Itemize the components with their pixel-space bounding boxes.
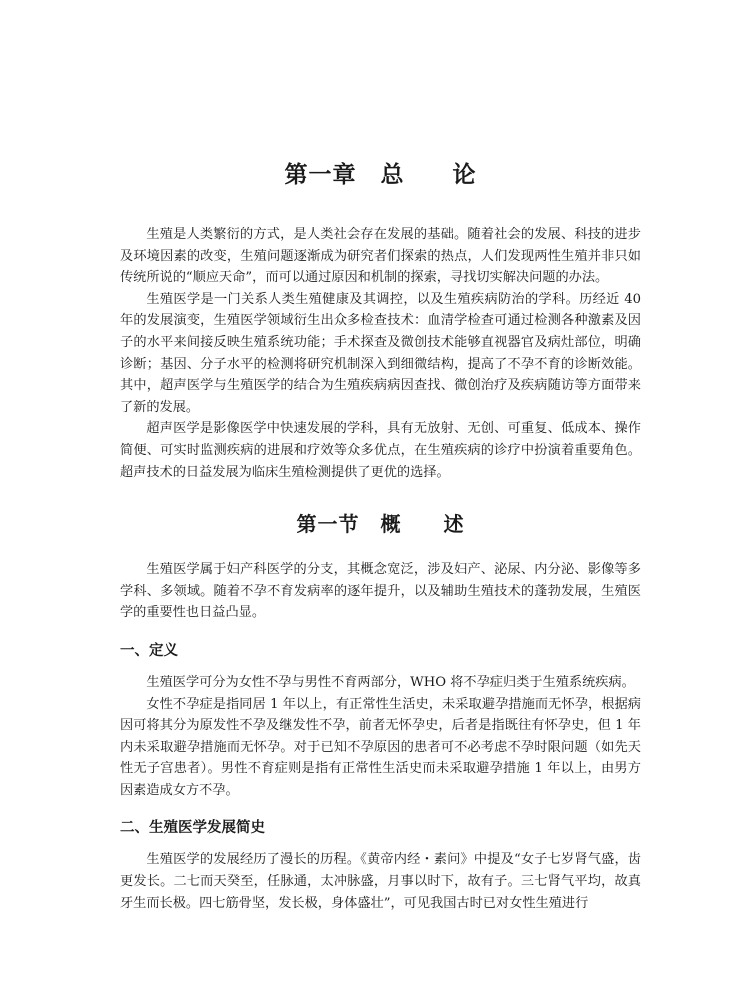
history-paragraph-1: 生殖医学的发展经历了漫长的历程。《黄帝内经・素问》中提及“女子七岁肾气盛，齿更发长。二七而天癸至，任脉通，太冲脉盛，月事以时下，故有子。三七肾气平均，故真牙生而长极。四七筋骨坚，发长极，身体盛壮”，可见我国古时已对女性生殖进行 — [120, 852, 641, 911]
definition-paragraph-2: 女性不孕症是指同居 1 年以上，有正常性生活史，未采取避孕措施而无怀孕，根据病因可将其分为原发性不孕及继发性不孕，前者无怀孕史，后者是指既往有怀孕史，但 1 年内未采取避孕措施而无怀孕。对于已知不孕原因的患者可不必考虑不孕时限问题（如先天性无子宫患者）。男性不育症则是指有正常性生活史而未采取避孕措施 1 年以上，由男方因素造成女方不孕。 — [120, 696, 641, 798]
document-page — [120, 158, 641, 914]
chapter-title: 第一章 总 论 — [284, 162, 477, 188]
section-overview — [120, 559, 641, 624]
intro-paragraph-1: 生殖是人类繁衍的方式，是人类社会存在发展的基础。随着社会的发展、科技的进步及环境因素的改变，生殖问题逐渐成为研究者们探索的热点，人们发现两性生殖并非只如传统所说的“顺应天命”，而可以通过原因和机制的探索，寻找切实解决问题的办法。 — [120, 227, 641, 286]
intro-paragraph-3: 超声医学是影像医学中快速发展的学科，具有无放射、无创、可重复、低成本、操作简便、可实时监测疾病的进展和疗效等众多优点，在生殖疾病的诊疗中扮演着重要角色。超声技术的日益发展为临床生殖检测提供了更优的选择。 — [120, 421, 641, 480]
chapter-intro — [120, 224, 641, 483]
subsection-heading-history: 二、生殖医学发展简史 — [120, 820, 265, 837]
subsection-definition — [120, 640, 641, 802]
section-paragraph-1: 生殖医学属于妇产科医学的分支，其概念宽泛，涉及妇产、泌尿、内分泌、影像等多学科、多领域。随着不孕不育发病率的逐年提升，以及辅助生殖技术的蓬勃发展，生殖医学的重要性也日益凸显。 — [120, 562, 641, 621]
intro-paragraph-2: 生殖医学是一门关系人类生殖健康及其调控，以及生殖疾病防治的学科。历经近 40 年的发展演变，生殖医学领域衍生出众多检查技术：血清学检查可通过检测各种激素及因子的水平来间接反映生殖系统功能；手术探查及微创技术能够直视器官及病灶部位，明确诊断；基因、分子水平的检测将研究机制深入到细微结构，提高了不孕不育的诊断效能。其中，超声医学与生殖医学的结合为生殖疾病病因查找、微创治疗及疾病随访等方面带来了新的发展。 — [120, 291, 641, 415]
subsection-heading-definition: 一、定义 — [120, 642, 178, 659]
section-title: 第一节 概 述 — [296, 512, 465, 537]
subsection-history — [120, 817, 641, 914]
definition-paragraph-1: 生殖医学可分为女性不孕与男性不育两部分，WHO 将不孕症归类于生殖系统疾病。 — [146, 674, 635, 690]
